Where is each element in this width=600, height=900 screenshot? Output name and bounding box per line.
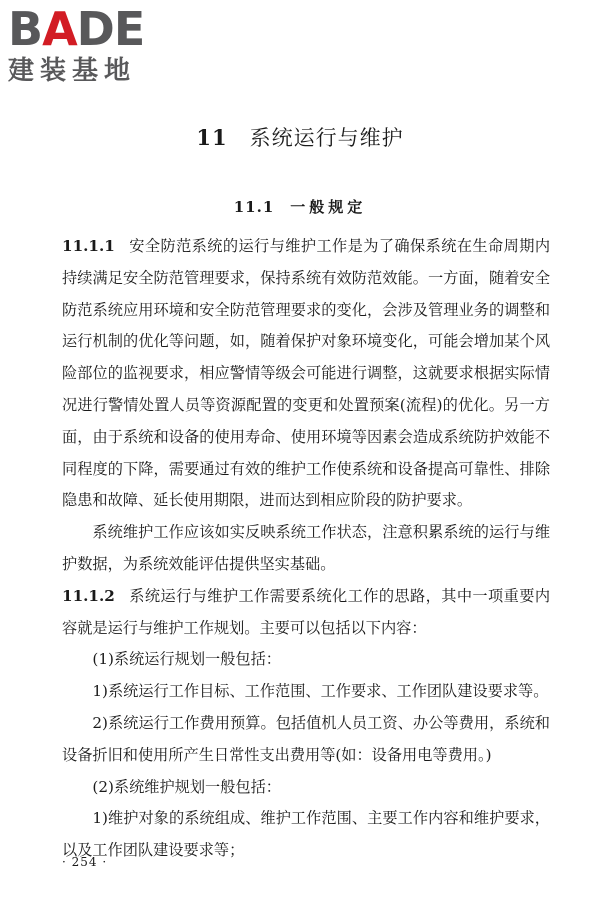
clause-number: 11.1.2 bbox=[62, 586, 115, 605]
paragraph-text: 系统运行与维护工作需要系统化工作的思路，其中一项重要内容就是运行与维护工作规划。主要可以包括以下内容： bbox=[62, 586, 550, 637]
chapter-heading bbox=[0, 122, 600, 152]
list-heading: (2)系统维护规划一般包括： bbox=[92, 777, 281, 796]
list-item: 1)系统运行工作目标、工作范围、工作要求、工作团队建设要求等。 bbox=[92, 682, 549, 701]
list-heading: (1)系统运行规划一般包括： bbox=[92, 650, 281, 669]
page-number: · 254 · bbox=[62, 855, 108, 869]
logo-accent-letter: A bbox=[42, 2, 77, 56]
chapter-number: 11 bbox=[196, 125, 228, 150]
body-text bbox=[62, 231, 550, 867]
paragraph-11-1-2 bbox=[62, 581, 550, 645]
list-item: 2)系统运行工作费用预算。包括值机人员工资、办公等费用，系统和设备折旧和使用所产生日常性支出费用等(如：设备用电等费用。) bbox=[62, 713, 550, 764]
paragraph-11-1-1 bbox=[62, 231, 550, 517]
logo-letter: B bbox=[8, 2, 43, 56]
clause-number: 11.1.1 bbox=[62, 237, 115, 255]
paragraph-text: 安全防范系统的运行与维护工作是为了确保系统在生命周期内持续满足安全防范管理要求，保持系统有效防范效能。一方面，随着安全防范系统应用环境和安全防范管理要求的变化，会涉及管理业务的调整和运行机制的优化等问题，如，随着保护对象环境变化，可能会增加某个风险部位的监视要求，相应警情等级会可能进行调整，这就要求根据实际情况进行警情处置人员等资源配置的变更和处置预案(流程)的优化。另一方面，由于系统和设备的使用寿命、使用环境等因素会造成系统防护效能不同程度的下降，需要通过有效的维护工作使系统和设备提高可靠性、排除隐患和故障、延长使用期限，进而达到相应阶段的防护要求。 bbox=[62, 237, 550, 510]
bade-logo bbox=[8, 4, 178, 86]
section-title: 一般规定 bbox=[290, 198, 367, 216]
logo-letter: D bbox=[76, 2, 114, 56]
chapter-title: 系统运行与维护 bbox=[249, 126, 404, 150]
section-number: 11.1 bbox=[233, 198, 275, 216]
paragraph: 系统维护工作应该如实反映系统工作状态，注意积累系统的运行与维护数据，为系统效能评估提供坚实基础。 bbox=[62, 523, 550, 573]
logo-subtitle: 建装基地 bbox=[8, 56, 137, 86]
logo-wordmark bbox=[8, 4, 178, 54]
list-item: 1)维护对象的系统组成、维护工作范围、主要工作内容和维护要求，以及工作团队建设要求等； bbox=[62, 809, 550, 860]
logo-letter: E bbox=[113, 2, 145, 56]
section-heading bbox=[0, 196, 600, 217]
